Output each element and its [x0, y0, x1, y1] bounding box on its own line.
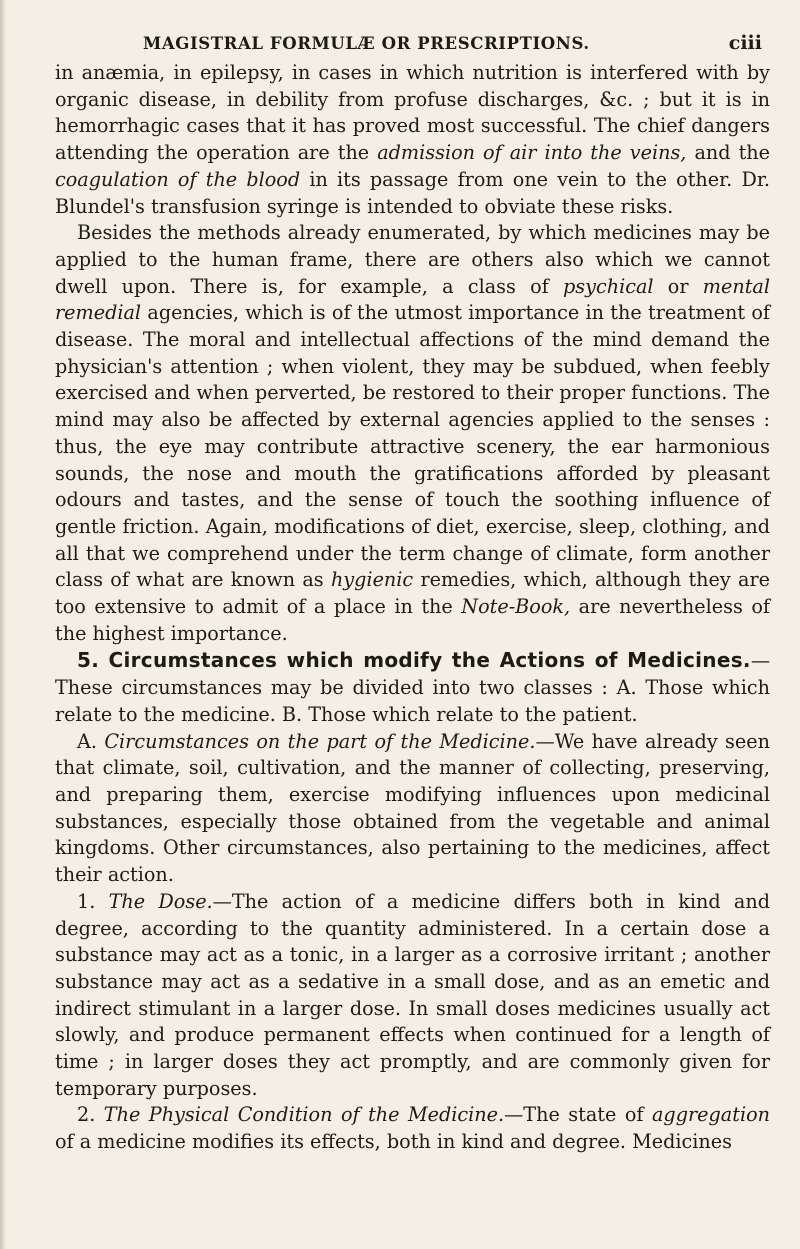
- running-head: [55, 20, 770, 54]
- section-heading: 5. Circumstances which modify the Actions of Medicines.: [77, 648, 751, 673]
- paragraph-other-methods: [55, 220, 770, 647]
- text-run: agencies, which is of the utmost importance in the treatment of disease. The moral and intellectual affections of the mind demand the physician's attention ; when violent, they may be subdued, when feebly exercised and when perverted, be restored to their proper functions. The mind may also be affected by external agencies applied to the senses : thus, the eye may contribute attractive scenery, the ear harmonious sounds, the nose and mouth the gratifications afforded by pleasant odours and tastes, and the sense of touch the soothing influence of gentle friction. Again, modifications of diet, exercise, sleep, clothing, and all that we comprehend under the term change of climate, form another class of what are known as: [55, 301, 770, 592]
- text-run: A.: [77, 729, 105, 753]
- italic-phrase: mental remedial: [55, 274, 770, 325]
- paragraph-physical-condition: [55, 1102, 770, 1155]
- text-run: Besides the methods already enumerated, by which medicines may be applied to the human frame, there are others also which we cannot dwell upon. There is, for example, a class of: [55, 221, 770, 298]
- text-run: in anæmia, in epilepsy, in cases in which nutrition is interfered with by organic disease, in debility from profuse discharges, &c. ; but it is in hemorrhagic cases that it has proved most successful. The chief dangers attending the operation are the: [55, 61, 770, 165]
- italic-phrase: The Dose.: [108, 889, 213, 913]
- text-run: 1.: [77, 889, 109, 913]
- italic-phrase: aggregation: [651, 1103, 770, 1127]
- page-number: ciii: [728, 32, 762, 54]
- text-run: in its passage from one vein to the other. Dr. Blundel's transfusion syringe is intended to obviate these risks.: [55, 167, 771, 218]
- italic-phrase: psychical: [563, 274, 654, 298]
- italic-phrase: admission of air into the veins,: [377, 141, 687, 165]
- paragraph-dose: [55, 889, 770, 1103]
- body-text: [55, 60, 770, 1156]
- italic-phrase: The Physical Condition of the Medicine.: [103, 1103, 505, 1127]
- running-title: MAGISTRAL FORMULÆ OR PRESCRIPTIONS.: [143, 34, 590, 53]
- text-run: —These circumstances may be divided into two classes : A. Those which relate to the medicine. B. Those which relate to the patient.: [55, 649, 770, 726]
- text-run: and the: [686, 141, 771, 165]
- italic-phrase: coagulation of the blood: [55, 167, 301, 191]
- paragraph-medicine-part: [55, 729, 770, 889]
- italic-phrase: Circumstances on the part of the Medicine.: [104, 729, 536, 753]
- italic-phrase: hygienic: [330, 568, 414, 592]
- text-run: —We have already seen that climate, soil, cultivation, and the manner of collecting, preserving, and preparing them, exercise modifying influences upon medicinal substances, especially those obtained from the vegetable and animal kingdoms. Other circumstances, also pertaining to the medicines, affect their action.: [55, 729, 770, 887]
- text-run: 2.: [77, 1103, 104, 1127]
- text-run: —The state of: [504, 1103, 652, 1127]
- text-run: are nevertheless of the highest importance.: [55, 595, 771, 645]
- text-run: of a medicine modifies its effects, both in kind and degree. Medicines: [55, 1130, 732, 1154]
- text-run: —The action of a medicine differs both in kind and degree, according to the quantity administered. In a certain dose a substance may act as a tonic, in a larger as a corrosive irritant ; another substance may act as a sedative in a small dose, and as an emetic and indirect stimulant in a larger dose. In small doses medicines usually act slowly, and produce permanent effects when continued for a length of time ; in larger doses they act promptly, and are commonly given for temporary purposes.: [55, 889, 770, 1100]
- paragraph-transfusion: [55, 60, 770, 220]
- paragraph-circumstances: [55, 647, 770, 728]
- page-edge-shadow: [0, 0, 6, 1249]
- book-page: [55, 0, 770, 1249]
- text-run: or: [653, 274, 703, 298]
- text-run: remedies, which, although they are too extensive to admit of a place in the: [55, 568, 770, 619]
- italic-phrase: Note-Book,: [461, 595, 571, 619]
